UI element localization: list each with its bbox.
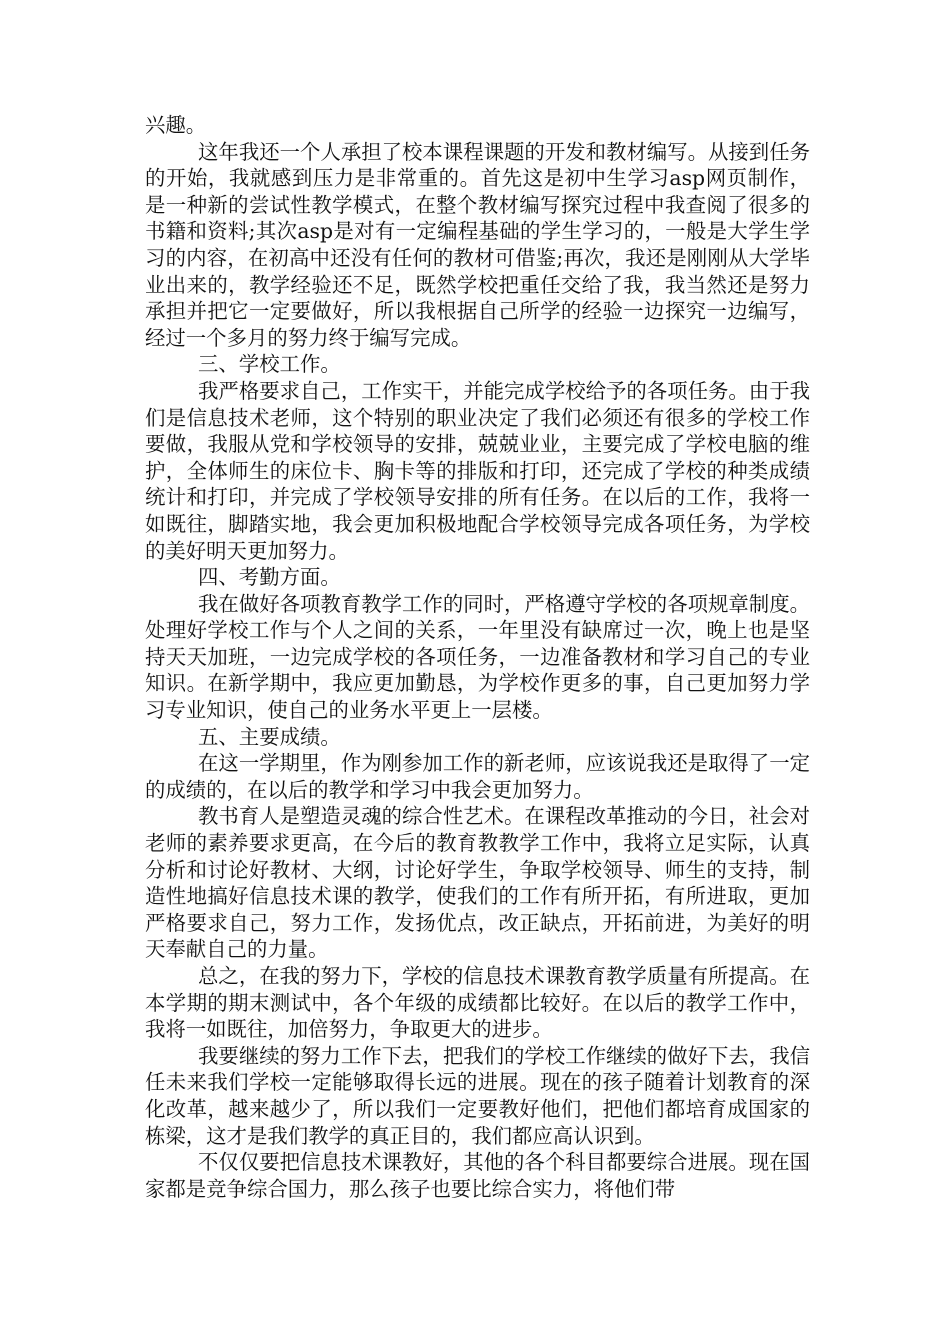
paragraph-course-development: 这年我还一个人承担了校本课程课题的开发和教材编写。从接到任务的开始，我就感到压力是非常重的。首先这是初中生学习asp网页制作，是一种新的尝试性教学模式，在整个教材编写探究过程中我查阅了很多的书籍和资料;其次asp是对有一定编程基础的学生学习的，一般是大学生学习的内容，在初高中还没有任何的教材可借鉴;再次，我还是刚刚从大学毕业出来的，教学经验还不足，既然学校把重任交给了我，我当然还是努力承担并把它一定要做好，所以我根据自己所学的经验一边探究一边编写，经过一个多月的努力终于编写完成。 [145,139,810,350]
section-heading-achievements: 五、主要成绩。 [198,724,341,749]
paragraph-future-work: 我要继续的努力工作下去，把我们的学校工作继续的做好下去，我信任未来我们学校一定能够取得长远的进展。现在的孩子随着计划教育的深化改革，越来越少了，所以我们一定要教好他们，把他们都培育成国家的栋梁，这才是我们教学的真正目的，我们都应高认识到。 [145,1043,810,1148]
paragraph-summary: 总之，在我的努力下，学校的信息技术课教育教学质量有所提高。在本学期的期末测试中，各个年级的成绩都比较好。在以后的教学工作中，我将一如既往，加倍努力，争取更大的进步。 [145,964,810,1042]
section-heading-school-work: 三、学校工作。 [198,352,341,377]
paragraph-achievements: 在这一学期里，作为刚参加工作的新老师，应该说我还是取得了一定的成绩的，在以后的教学和学习中我会更加努力。 [145,751,810,802]
paragraph-school-work: 我严格要求自己，工作实干，并能完成学校给予的各项任务。由于我们是信息技术老师，这个特别的职业决定了我们必须还有很多的学校工作要做，我服从党和学校领导的安排，兢兢业业，主要完成了学校电脑的维护，全体师生的床位卡、胸卡等的排版和打印，还完成了学校的种类成绩统计和打印，并完成了学校领导安排的所有任务。在以后的工作，我将一如既往，脚踏实地，我会更加积极地配合学校领导完成各项任务，为学校的美好明天更加努力。 [145,378,810,563]
paragraph-comprehensive-development: 不仅仅要把信息技术课教好，其他的各个科目都要综合进展。现在国家都是竞争综合国力，那么孩子也要比综合实力，将他们带 [145,1150,810,1201]
paragraph-attendance: 我在做好各项教育教学工作的同时，严格遵守学校的各项规章制度。处理好学校工作与个人之间的关系，一年里没有缺席过一次，晚上也是坚持天天加班，一边完成学校的各项任务，一边准备教材和学习自己的专业知识。在新学期中，我应更加勤恳，为学校作更多的事，自己更加努力学习专业知识，使自己的业务水平更上一层楼。 [145,591,810,723]
paragraph-continuation: 兴趣。 [145,113,207,137]
section-heading-attendance: 四、考勤方面。 [198,565,341,590]
document-page [145,112,810,1202]
paragraph-teaching-art: 教书育人是塑造灵魂的综合性艺术。在课程改革推动的今日，社会对老师的素养要求更高，在今后的教育教教学工作中，我将立足实际，认真分析和讨论好教材、大纲，讨论好学生，争取学校领导、师生的支持，制造性地搞好信息技术课的教学，使我们的工作有所开拓，有所进取，更加严格要求自己，努力工作，发扬优点，改正缺点，开拓前进，为美好的明天奉献自己的力量。 [145,804,810,962]
